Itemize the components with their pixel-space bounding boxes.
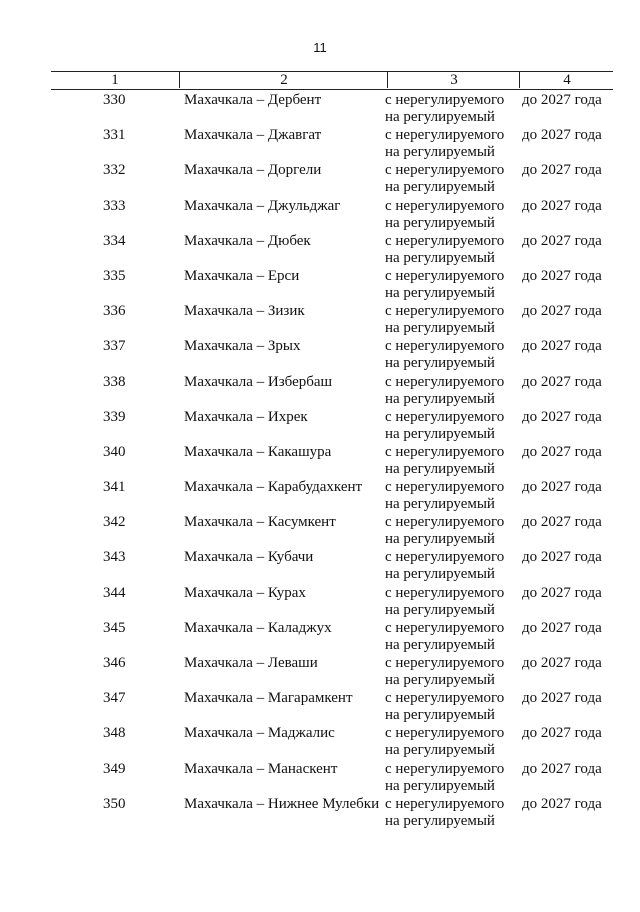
transfer-from: с нерегулируемого	[385, 408, 505, 425]
row-number: 349	[103, 760, 126, 777]
transfer-to: на регулируемый	[385, 109, 495, 125]
transfer-type	[385, 268, 525, 302]
row-number: 333	[103, 197, 126, 214]
table-row	[51, 266, 613, 301]
transfer-type	[385, 549, 525, 583]
table-row	[51, 231, 613, 266]
term: до 2027 года	[522, 549, 602, 566]
column-header-4: 4	[519, 72, 614, 88]
transfer-to: на регулируемый	[385, 460, 495, 477]
transfer-to: на регулируемый	[385, 214, 495, 231]
table-body	[51, 90, 613, 829]
transfer-to: на регулируемый	[385, 601, 495, 618]
term: до 2027 года	[522, 584, 602, 601]
row-number: 337	[103, 338, 126, 355]
row-number: 343	[103, 549, 126, 566]
transfer-to: на регулируемый	[385, 672, 495, 688]
route-name: Махачкала – Нижнее Мулебки	[184, 795, 380, 812]
transfer-from: с нерегулируемого	[385, 795, 505, 812]
transfer-to: на регулируемый	[385, 531, 495, 548]
transfer-type	[385, 92, 525, 126]
route-name: Махачкала – Зизик	[184, 303, 305, 320]
route-name: Махачкала – Кубачи	[184, 549, 314, 566]
table-row	[51, 794, 613, 829]
transfer-type	[385, 585, 525, 619]
table-row	[51, 618, 613, 653]
transfer-from: с нерегулируемого	[385, 725, 505, 742]
row-number: 350	[103, 795, 126, 812]
row-number: 332	[103, 162, 126, 179]
term: до 2027 года	[522, 92, 602, 108]
row-number: 334	[103, 232, 126, 249]
row-number: 331	[103, 127, 126, 144]
row-number: 347	[103, 690, 126, 707]
transfer-to: на регулируемый	[385, 777, 495, 794]
transfer-type	[385, 409, 525, 443]
table-row	[51, 723, 613, 758]
table-row	[51, 125, 613, 160]
route-name: Махачкала – Какашура	[184, 443, 332, 460]
transfer-from: с нерегулируемого	[385, 514, 505, 531]
transfer-from: с нерегулируемого	[385, 655, 505, 671]
table-header	[51, 71, 613, 90]
transfer-type	[385, 162, 525, 196]
route-name: Махачкала – Маджалис	[184, 725, 335, 742]
row-number: 335	[103, 267, 126, 284]
column-header-3: 3	[387, 72, 520, 88]
transfer-to: на регулируемый	[385, 566, 495, 583]
row-number: 344	[103, 584, 126, 601]
table-row	[51, 653, 613, 688]
transfer-type	[385, 514, 525, 548]
transfer-type	[385, 761, 525, 795]
table-row	[51, 547, 613, 582]
table-row	[51, 372, 613, 407]
row-number: 338	[103, 373, 126, 390]
route-name: Махачкала – Курах	[184, 584, 306, 601]
transfer-to: на регулируемый	[385, 355, 495, 372]
row-number: 330	[103, 92, 126, 108]
table-row	[51, 196, 613, 231]
route-name: Махачкала – Касумкент	[184, 514, 336, 531]
transfer-type	[385, 374, 525, 408]
column-header-2: 2	[179, 72, 388, 88]
transfer-type	[385, 338, 525, 372]
term: до 2027 года	[522, 162, 602, 179]
route-name: Махачкала – Каладжух	[184, 619, 332, 636]
route-name: Махачкала – Избербаш	[184, 373, 333, 390]
transfer-from: с нерегулируемого	[385, 162, 505, 179]
route-name: Махачкала – Джавгат	[184, 127, 322, 144]
transfer-type	[385, 655, 525, 689]
table-row	[51, 583, 613, 618]
route-name: Махачкала – Манаскент	[184, 760, 338, 777]
transfer-to: на регулируемый	[385, 390, 495, 407]
transfer-from: с нерегулируемого	[385, 267, 505, 284]
route-name: Махачкала – Доргели	[184, 162, 322, 179]
transfer-from: с нерегулируемого	[385, 584, 505, 601]
row-number: 346	[103, 655, 126, 671]
term: до 2027 года	[522, 514, 602, 531]
transfer-to: на регулируемый	[385, 144, 495, 161]
term: до 2027 года	[522, 303, 602, 320]
row-number: 340	[103, 443, 126, 460]
table-row	[51, 301, 613, 336]
route-name: Махачкала – Магарамкент	[184, 690, 353, 707]
term: до 2027 года	[522, 795, 602, 812]
transfer-from: с нерегулируемого	[385, 443, 505, 460]
route-name: Махачкала – Джульджаг	[184, 197, 341, 214]
transfer-from: с нерегулируемого	[385, 232, 505, 249]
term: до 2027 года	[522, 655, 602, 671]
routes-table	[51, 71, 613, 829]
transfer-type	[385, 198, 525, 232]
table-row	[51, 336, 613, 371]
transfer-from: с нерегулируемого	[385, 373, 505, 390]
term: до 2027 года	[522, 479, 602, 496]
page-number: 11	[313, 40, 327, 55]
term: до 2027 года	[522, 338, 602, 355]
route-name: Махачкала – Ерси	[184, 267, 300, 284]
transfer-from: с нерегулируемого	[385, 197, 505, 214]
transfer-to: на регулируемый	[385, 320, 495, 337]
transfer-to: на регулируемый	[385, 742, 495, 759]
transfer-type	[385, 303, 525, 337]
term: до 2027 года	[522, 232, 602, 249]
table-row	[51, 90, 613, 125]
transfer-type	[385, 690, 525, 724]
row-number: 336	[103, 303, 126, 320]
transfer-from: с нерегулируемого	[385, 127, 505, 144]
transfer-from: с нерегулируемого	[385, 760, 505, 777]
term: до 2027 года	[522, 619, 602, 636]
term: до 2027 года	[522, 197, 602, 214]
column-header-1: 1	[111, 72, 119, 88]
transfer-type	[385, 444, 525, 478]
term: до 2027 года	[522, 725, 602, 742]
row-number: 341	[103, 479, 126, 496]
route-name: Махачкала – Дербент	[184, 92, 322, 108]
table-row	[51, 160, 613, 195]
transfer-to: на регулируемый	[385, 636, 495, 653]
transfer-to: на регулируемый	[385, 496, 495, 513]
row-number: 342	[103, 514, 126, 531]
transfer-to: на регулируемый	[385, 707, 495, 724]
table-row	[51, 477, 613, 512]
transfer-type	[385, 725, 525, 759]
transfer-from: с нерегулируемого	[385, 479, 505, 496]
transfer-from: с нерегулируемого	[385, 690, 505, 707]
route-name: Махачкала – Дюбек	[184, 232, 311, 249]
transfer-to: на регулируемый	[385, 425, 495, 442]
table-row	[51, 512, 613, 547]
term: до 2027 года	[522, 267, 602, 284]
table-row	[51, 688, 613, 723]
table-row	[51, 442, 613, 477]
transfer-from: с нерегулируемого	[385, 92, 505, 108]
transfer-type	[385, 796, 525, 830]
term: до 2027 года	[522, 690, 602, 707]
transfer-type	[385, 620, 525, 654]
route-name: Махачкала – Карабудахкент	[184, 479, 363, 496]
transfer-type	[385, 479, 525, 513]
table-row	[51, 759, 613, 794]
transfer-to: на регулируемый	[385, 249, 495, 266]
transfer-to: на регулируемый	[385, 179, 495, 196]
transfer-to: на регулируемый	[385, 284, 495, 301]
term: до 2027 года	[522, 760, 602, 777]
row-number: 345	[103, 619, 126, 636]
term: до 2027 года	[522, 373, 602, 390]
transfer-from: с нерегулируемого	[385, 549, 505, 566]
transfer-type	[385, 233, 525, 267]
route-name: Махачкала – Ихрек	[184, 408, 308, 425]
term: до 2027 года	[522, 443, 602, 460]
route-name: Махачкала – Зрых	[184, 338, 301, 355]
transfer-from: с нерегулируемого	[385, 338, 505, 355]
route-name: Махачкала – Леваши	[184, 655, 318, 671]
transfer-to: на регулируемый	[385, 812, 495, 829]
term: до 2027 года	[522, 127, 602, 144]
row-number: 339	[103, 408, 126, 425]
transfer-from: с нерегулируемого	[385, 619, 505, 636]
table-row	[51, 407, 613, 442]
transfer-from: с нерегулируемого	[385, 303, 505, 320]
term: до 2027 года	[522, 408, 602, 425]
row-number: 348	[103, 725, 126, 742]
transfer-type	[385, 127, 525, 161]
